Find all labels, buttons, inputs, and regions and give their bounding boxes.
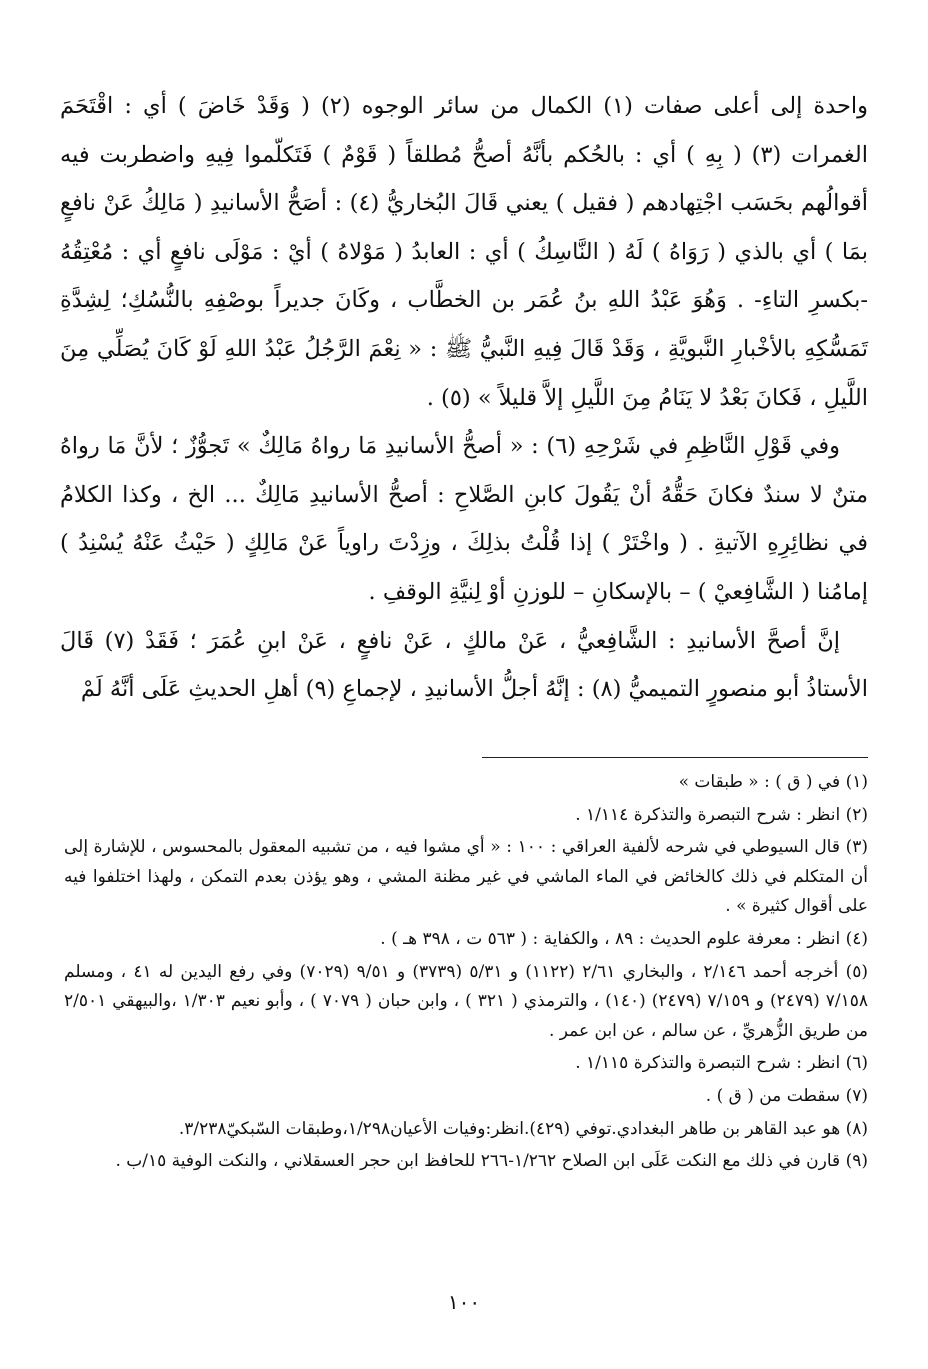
footnote: (٦) انظر : شرح التبصرة والتذكرة ١/١١٥ . [575,1053,868,1074]
paragraph: وفي قَوْلِ النَّاظِمِ في شَرْحِهِ (٦) : « أصحُّ الأسانيدِ مَا رواهُ مَالِكٌ » تَجوُّزٌ ؛ لأنَّ مَا رواهُ متنٌ لا سندٌ فكانَ حَقُّهُ أنْ يَقُولَ كابنِ الصَّلاحِ : أصحُّ الأسانيدِ مَالِكٌ ... الخ ، وكذا الكلامُ في نظائِرِهِ الآتيةِ . ( واخْتَرْ ) إذا قُلْتُ بذلِكَ ، وزِدْتَ راوياً عَنْ مَالِكٍ ( حَيْثُ عَنْهُ يُسْنِدُ ) إمامُنا ( الشَّافِعيْ ) – بالإسكانِ – للوزنِ أوْ لِنيَّةِ الوقفِ . [60,433,868,605]
footnote: (٤) انظر : معرفة علوم الحديث : ٨٩ ، والكفاية : ( ٥٦٣ ت ، ٣٩٨ هـ ) . [380,928,868,949]
paragraph: إنَّ أصحَّ الأسانيدِ : الشَّافِعيُّ ، عَنْ مالكٍ ، عَنْ نافعٍ ، عَنْ ابنِ عُمَرَ ؛ فَقَدْ (٧) قَالَ الأستاذُ أبو منصورٍ التميميُّ (٨) : إنَّهُ أجلُّ الأسانيدِ ، لإجماعِ (٩) أهلِ الحديثِ عَلَى أنَّهُ لَمْ [60,627,868,703]
footnotes [64,768,868,1177]
paragraph: واحدة إلى أعلى صفات (١) الكمال من سائر الوجوه (٢) ( وَقَدْ خَاضَ ) أي : اقْتَحَمَ الغمرات (٣) ( بِهِ ) أي : بالحُكم بأنَّهُ أصحُّ مُطلقاً ( قَوْمٌ ) فَتَكلّموا فِيهِ واضطربت فيه أقوالُهم بحَسَب اجْتِهادهم ( فقيل ) يعني قَالَ البُخاريُّ (٤) : أصَحُّ الأسانيدِ ( مَالِكُ عَنْ نافعٍ بمَا ) أي بالذي ( رَوَاهُ ) لَهُ ( النَّاسِكُ ) أي : العابدُ ( مَوْلاهُ ) أيْ : مَوْلَى نافعٍ أي : مُعْتِقُهُ -بكسرِ التاءِ- . وَهُوَ عَبْدُ اللهِ بنُ عُمَر بن الخطَّاب ، وكَانَ جديراً بوصْفِهِ بالنُّسُكِ؛ لِشِدَّةِ تَمَسُّكِهِ بالأخْبارِ النَّبويَّةِ ، وَقَدْ قَالَ فِيهِ النَّبيُّ ﷺ : « نِعْمَ الرَّجُلُ عَبْدُ اللهِ لَوْ كَانَ يُصَلِّي مِنَ اللَّيلِ ، فَكانَ بَعْدُ لا يَنَامُ مِنَ اللَّيلِ إلاَّ قليلاً » (٥) . [60,93,868,411]
footnote: (١) في ( ق ) : « طبقات » [678,772,868,792]
footnote: (٩) قارن في ذلك مع النكت عَلَى ابن الصلاح ١/٢٦٢-٢٦٦ للحافظ ابن حجر العسقلاني ، والنكت الوفية ١٥/ب . [115,1151,868,1172]
footnote: (٨) هو عبد القاهر بن طاهر البغدادي.توفي (٤٢٩).انظر:وفيات الأعيان١/٢٩٨،وطبقات السّبكيّ٣/٢٣٨. [178,1118,868,1139]
footnote: (٢) انظر : شرح التبصرة والتذكرة ١/١١٤ . [575,804,868,825]
page-number: ١٠٠ [447,1290,481,1314]
main-text [60,82,868,714]
footnote-divider [482,757,868,759]
footnote: (٧) سقطت من ( ق ) . [705,1085,868,1106]
footnote: (٥) أخرجه أحمد ٢/١٤٦ ، والبخاري ٢/٦١ (١١٢٢) و ٥/٣١ (٣٧٣٩) و ٩/٥١ (٧٠٢٩) وفي رفع اليدين له ٤١ ، ومسلم ٧/١٥٨ (٢٤٧٩) و ٧/١٥٩ (٢٤٧٩) (١٤٠) ، والترمذي ( ٣٢١ ) ، وابن حبان ( ٧٠٧٩ ) ، وأبو نعيم ١/٣٠٣ ،والبيهقي ٢/٥٠١ من طريق الزُّهريِّ ، عن سالم ، عن ابن عمر . [64,961,868,1041]
footnote: (٣) قال السيوطي في شرحه لألفية العراقي : ١٠٠ : « أي مشوا فيه ، من تشبيه المعقول بالمحسوس ، للإشارة إلى أن المتكلم في ذلك كالخائض في الماء الماشي في غير مظنة المشي ، وهو يؤذن بعدم التمكن ، ولهذا اختلفوا فيه على أقوال كثيرة » . [64,837,868,917]
